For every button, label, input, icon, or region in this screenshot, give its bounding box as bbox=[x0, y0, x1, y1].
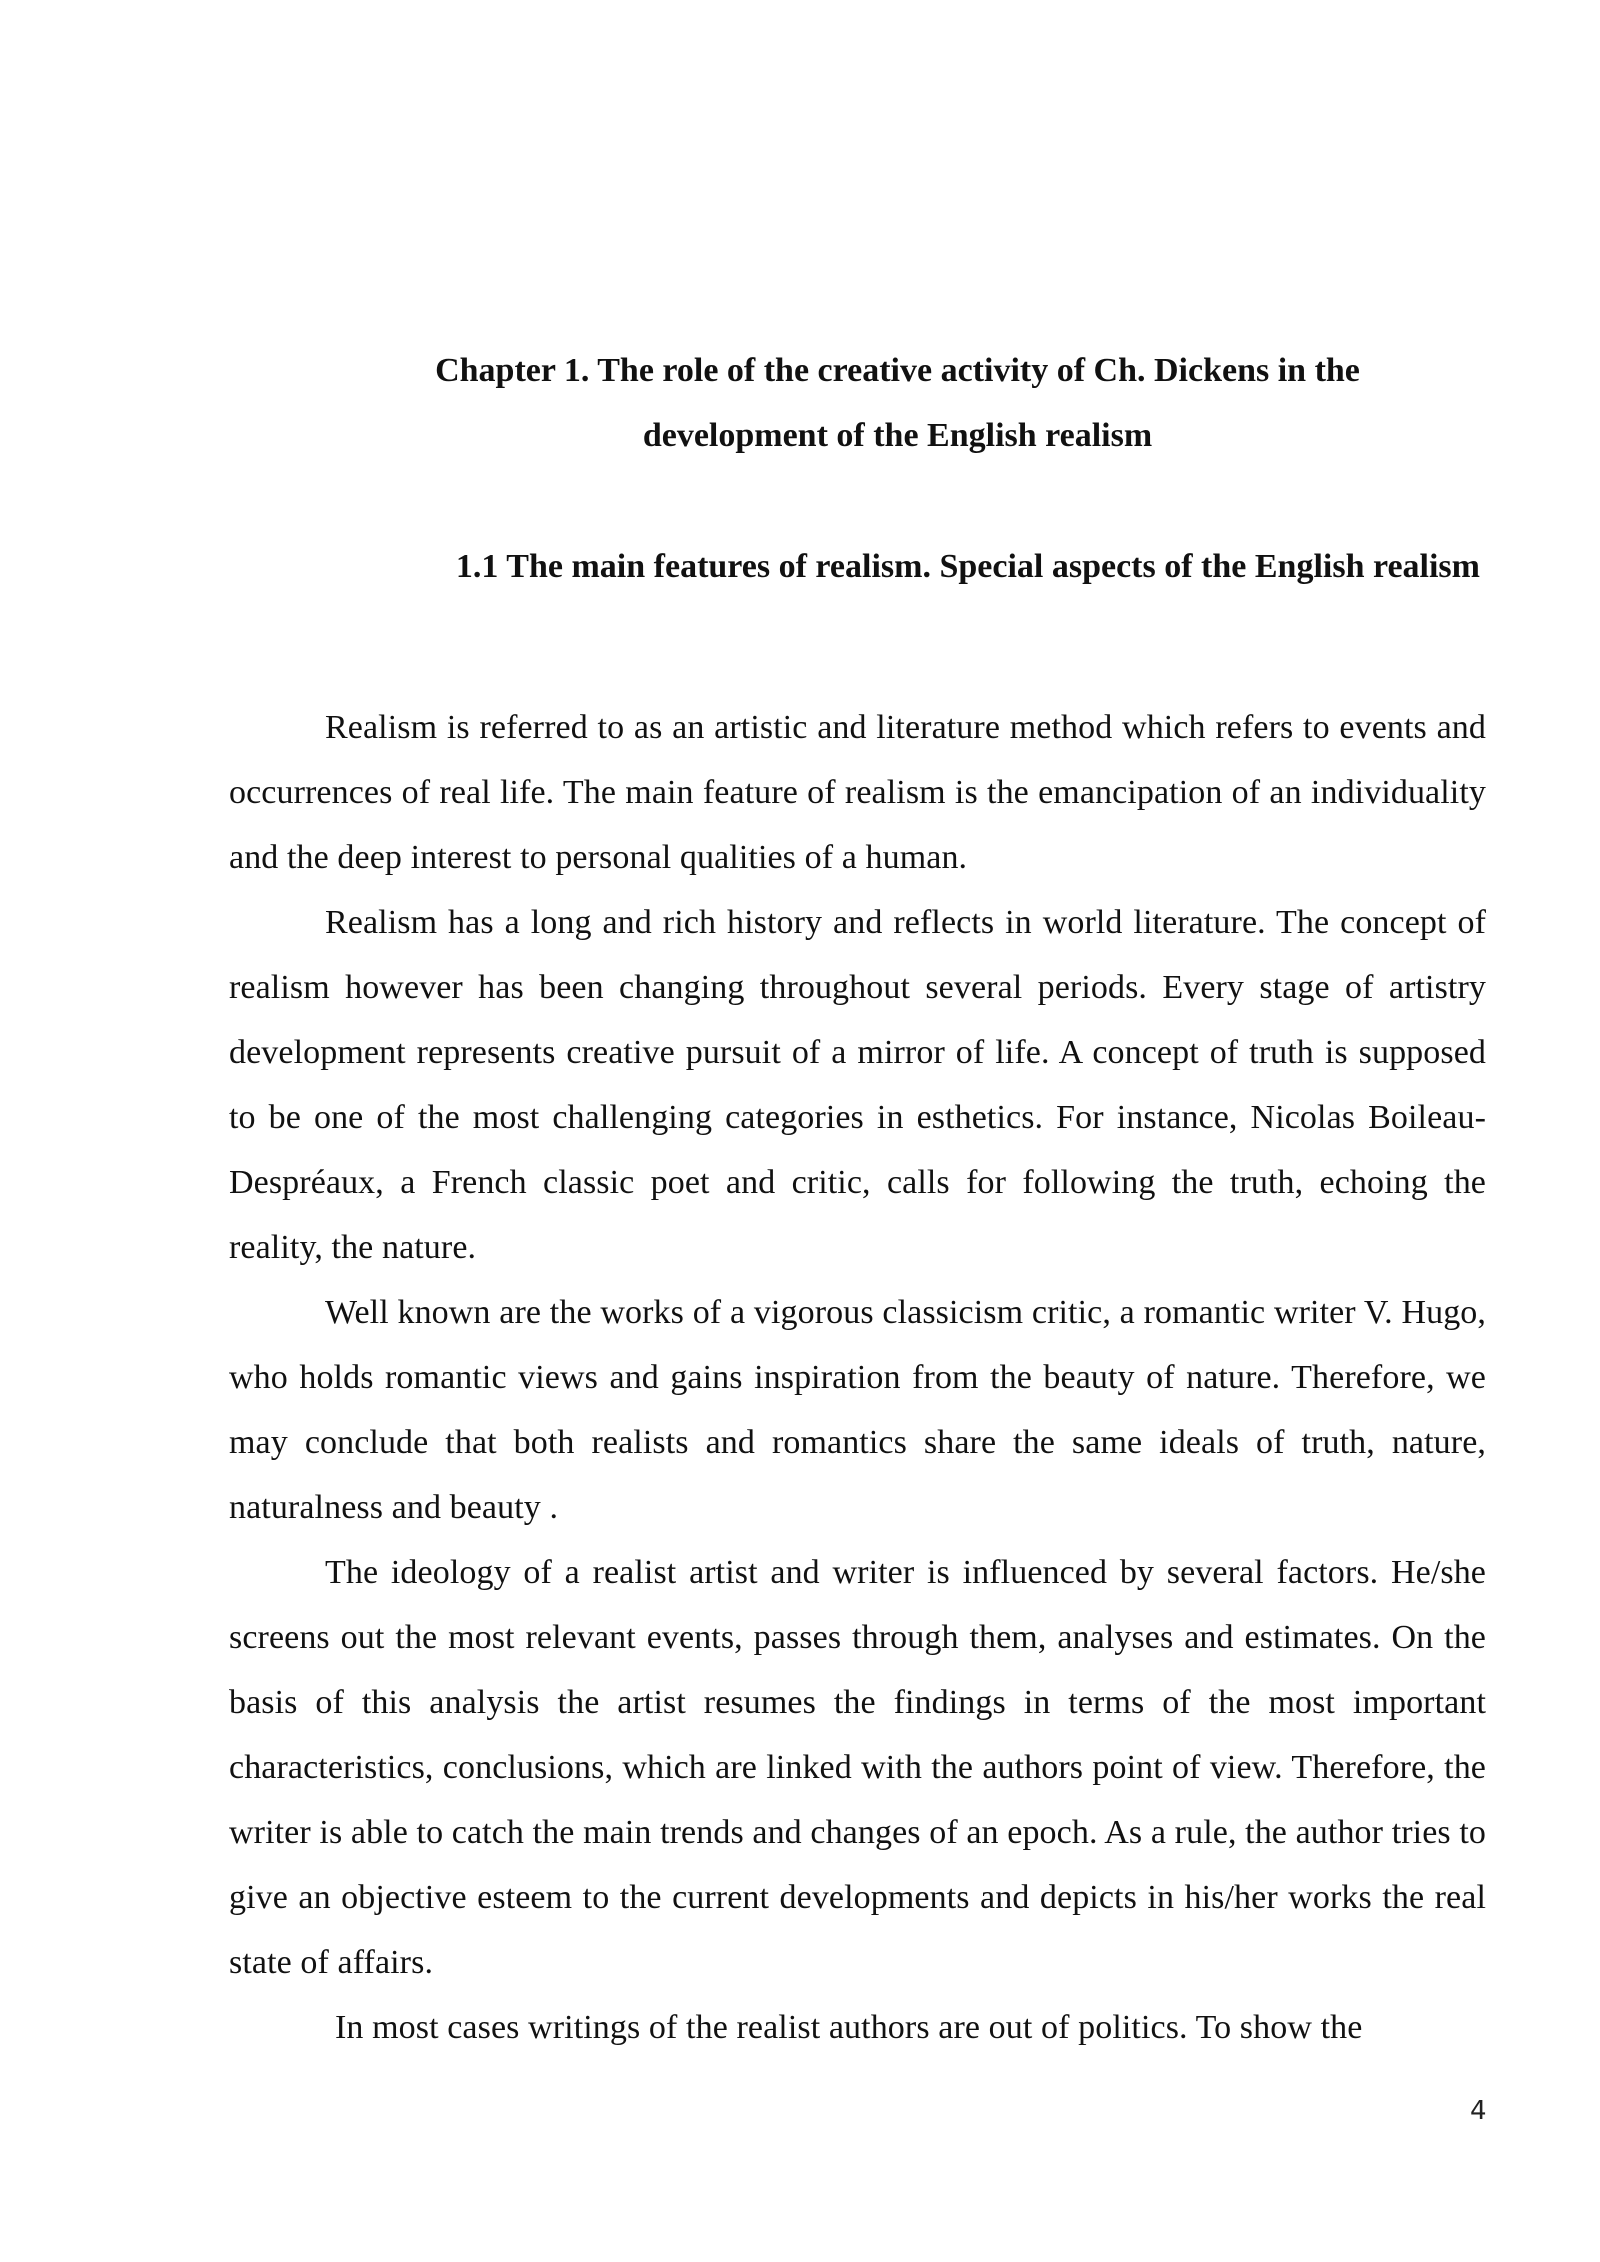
paragraph-2: Realism has a long and rich history and reflects in world literature. The concept of realism however has been changing throughout several periods. Every stage of artistry development represents creative pursuit of a mirror of life. A concept of truth is supposed to be one of the most challenging categories in esthetics. For instance, Nicolas Boileau-Despréaux, a French classic poet and critic, calls for following the truth, echoing the reality, the nature. bbox=[229, 904, 1486, 1266]
paragraph-4: The ideology of a realist artist and writer is influenced by several factors. He/she screens out the most relevant events, passes through them, analyses and estimates. On the basis of this analysis the artist resumes the findings in terms of the most important characteristics, conclusions, which are linked with the authors point of view. Therefore, the writer is able to catch the main trends and changes of an epoch. As a rule, the author tries to give an objective esteem to the current developments and depicts in his/her works the real state of affairs. bbox=[229, 1554, 1486, 1981]
page-number: 4 bbox=[1470, 2096, 1487, 2126]
chapter-title-line-2: development of the English realism bbox=[642, 417, 1153, 454]
paragraph-1: Realism is referred to as an artistic and literature method which refers to events and occurrences of real life. The main feature of realism is the emancipation of an individuality and the deep interest to personal qualities of a human. bbox=[229, 709, 1486, 876]
paragraph-5: In most cases writings of the realist authors are out of politics. To show the bbox=[335, 2009, 1363, 2046]
chapter-title-line-1: Chapter 1. The role of the creative activity of Ch. Dickens in the bbox=[435, 352, 1360, 389]
paragraph-3: Well known are the works of a vigorous classicism critic, a romantic writer V. Hugo, who holds romantic views and gains inspiration from the beauty of nature. Therefore, we may conclude that both realists and romantics share the same ideals of truth, nature, naturalness and beauty . bbox=[229, 1294, 1486, 1526]
chapter-title bbox=[229, 338, 1486, 468]
body-text bbox=[229, 695, 1486, 2060]
section-title: 1.1 The main features of realism. Special aspects of the English realism bbox=[455, 548, 1480, 585]
page-content bbox=[229, 338, 1486, 2060]
